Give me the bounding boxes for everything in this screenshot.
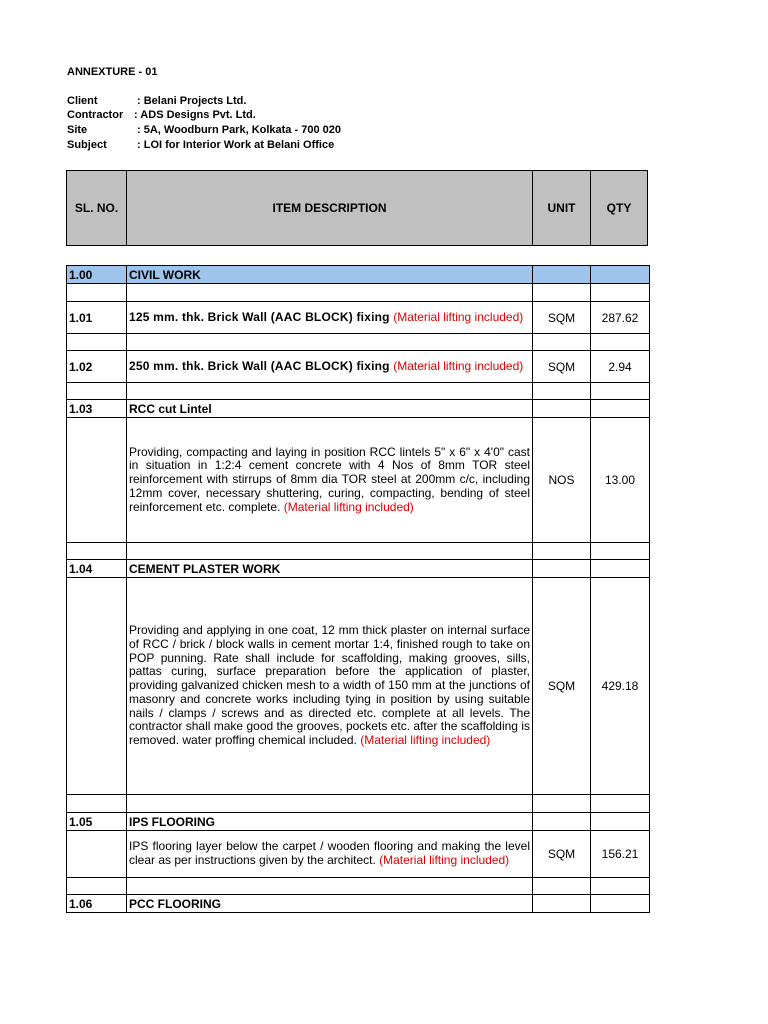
item-note: (Material lifting included) <box>393 309 524 324</box>
table-row-1-06-title <box>67 895 650 913</box>
column-header-sl-no: SL. NO. <box>74 201 119 215</box>
table-row-1-02 <box>67 351 650 383</box>
item-unit: SQM <box>533 578 591 795</box>
column-header-qty: QTY <box>590 171 647 245</box>
item-description <box>127 578 533 795</box>
item-note: (Material lifting included) <box>360 732 491 747</box>
item-unit: NOS <box>533 418 591 543</box>
item-note: (Material lifting included) <box>393 358 524 373</box>
table-row-1-05-title <box>67 813 650 831</box>
item-description <box>127 831 533 878</box>
item-description-text: Providing and applying in one coat, 12 mm thick plaster on internal surface of RCC / brick / block walls in cement mortar 1:4, finished rough to take on POP punning. Rate shall include for scaffolding, making grooves, sills, pattas curing, surface preparation before the application of plaster, providing galvanized chicken mesh to a width of 150 mm at the junctions of masonry and concrete works including tying in position by using suitable nails / clamps / screws and as directed etc. complete at all levels. The contractor shall make good the grooves, pockets etc. after the scaffolding is removed. water proffing chemical included. <box>129 623 530 747</box>
item-qty: 287.62 <box>591 302 650 334</box>
meta-client <box>67 95 467 109</box>
empty-cell <box>67 578 127 795</box>
spacer-row <box>67 543 650 560</box>
item-note: (Material lifting included) <box>283 499 414 514</box>
spacer-row <box>67 334 650 351</box>
table-row-1-01 <box>67 302 650 334</box>
spacer-row <box>67 383 650 400</box>
empty-cell <box>533 266 591 284</box>
empty-cell <box>591 266 650 284</box>
section-number: 1.00 <box>67 266 127 284</box>
item-qty: 156.21 <box>591 831 650 878</box>
table-row-1-04-title <box>67 560 650 578</box>
item-unit: SQM <box>533 302 591 334</box>
item-number: 1.04 <box>67 560 127 578</box>
spacer-row <box>67 878 650 895</box>
item-number: 1.03 <box>67 400 127 418</box>
meta-key: Subject <box>67 139 107 151</box>
meta-key: Client <box>67 95 98 107</box>
section-row-civil-work <box>67 266 650 284</box>
item-description-text: IPS flooring layer below the carpet / wooden flooring and making the level clear as per instructions given by the architect. <box>129 839 530 867</box>
meta-value: : ADS Designs Pvt. Ltd. <box>134 109 256 121</box>
meta-key: Contractor <box>67 109 124 121</box>
item-number: 1.02 <box>67 351 127 383</box>
item-description <box>127 351 533 383</box>
table-row-1-03 <box>67 418 650 543</box>
spacer-row <box>67 284 650 302</box>
item-unit: SQM <box>533 831 591 878</box>
item-qty: 429.18 <box>591 578 650 795</box>
item-description-text: 250 mm. thk. Brick Wall (AAC BLOCK) fixing <box>129 358 394 373</box>
item-qty: 2.94 <box>591 351 650 383</box>
item-note: (Material lifting included) <box>379 853 510 867</box>
empty-cell <box>67 831 127 878</box>
item-description-text: 125 mm. thk. Brick Wall (AAC BLOCK) fixing <box>129 309 394 324</box>
meta-value: : Belani Projects Ltd. <box>137 95 247 107</box>
table-header <box>66 170 648 246</box>
boq-table <box>66 265 650 913</box>
item-title: IPS FLOORING <box>127 813 533 831</box>
section-title: CIVIL WORK <box>127 266 533 284</box>
meta-value: : LOI for Interior Work at Belani Office <box>137 139 335 151</box>
table-row-1-05 <box>67 831 650 878</box>
column-header-unit: UNIT <box>532 171 590 245</box>
item-description-text: Providing, compacting and laying in position RCC lintels 5" x 6" x 4'0" cast in situation in 1:2:4 cement concrete with 4 Nos of 8mm TOR steel reinforcement with stirrups of 8mm dia TOR steel at 200mm c/c, including 12mm cover, necessary shuttering, curing, compacting, bending of steel reinforcement etc. complete. <box>129 444 530 514</box>
item-number: 1.01 <box>67 302 127 334</box>
item-title: RCC cut Lintel <box>127 400 533 418</box>
empty-cell <box>67 418 127 543</box>
meta-key: Site <box>67 124 88 136</box>
meta-contractor <box>67 109 467 123</box>
table-row-1-03-title <box>67 400 650 418</box>
meta-site <box>67 124 467 138</box>
item-description <box>127 418 533 543</box>
item-title: CEMENT PLASTER WORK <box>127 560 533 578</box>
item-qty: 13.00 <box>591 418 650 543</box>
item-number: 1.05 <box>67 813 127 831</box>
column-header-item-description: ITEM DESCRIPTION <box>126 171 532 245</box>
spacer-row <box>67 795 650 813</box>
meta-value: : 5A, Woodburn Park, Kolkata - 700 020 <box>137 124 341 136</box>
item-unit: SQM <box>533 351 591 383</box>
item-title: PCC FLOORING <box>127 895 533 913</box>
item-number: 1.06 <box>67 895 127 913</box>
item-description <box>127 302 533 334</box>
meta-subject <box>67 139 467 153</box>
annexure-heading: ANNEXTURE - 01 <box>67 66 158 78</box>
table-row-1-04 <box>67 578 650 795</box>
